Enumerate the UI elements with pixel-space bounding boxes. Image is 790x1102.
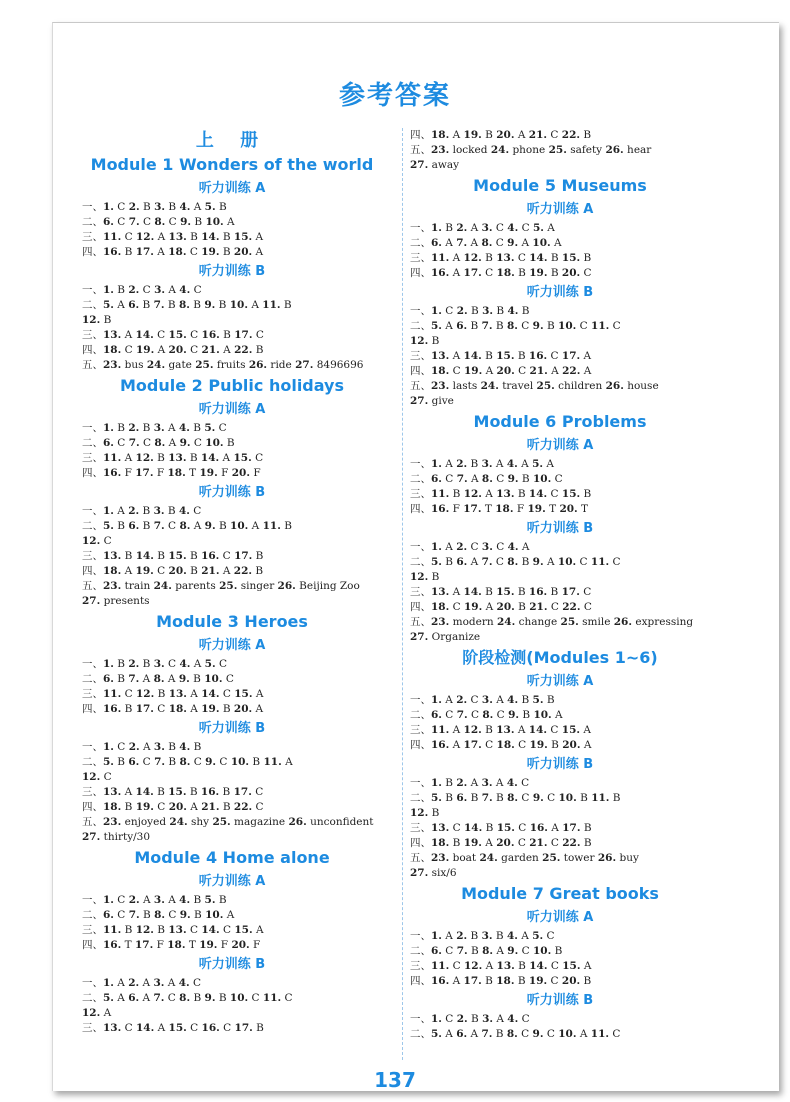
answer-line: 一、1. B 2. C 3. A 4. C — [82, 284, 202, 296]
answer-line: 三、11. A 12. B 13. C 14. B 15. B — [410, 252, 592, 264]
answer-line: 二、5. B 6. B 7. C 8. A 9. B 10. A 11. B — [82, 520, 292, 532]
answer-line: 四、16. A 17. B 18. B 19. C 20. B — [410, 975, 592, 987]
section-heading: 听力训练 A — [198, 874, 266, 889]
answer-line: 四、16. F 17. T 18. F 19. T 20. T — [410, 503, 589, 515]
answer-line: 三、13. C 14. B 15. C 16. A 17. B — [410, 822, 592, 834]
answer-line: 五、23. enjoyed 24. shy 25. magazine 26. unconfident — [82, 816, 374, 828]
section-heading: 听力训练 A — [198, 638, 266, 653]
answer-line: 一、1. A 2. B 3. B 4. A 5. C — [410, 930, 555, 942]
answer-line: 五、23. locked 24. phone 25. safety 26. hear — [410, 144, 652, 156]
answer-line: 二、5. A 6. A 7. B 8. C 9. C 10. A 11. C — [410, 1028, 621, 1040]
section-heading: 听力训练 B — [198, 264, 266, 279]
module-heading: Module 6 Problems — [473, 412, 647, 431]
answer-line: 27. six/6 — [410, 867, 457, 879]
answer-line: 五、23. boat 24. garden 25. tower 26. buy — [410, 852, 639, 864]
answer-line: 一、1. C 2. B 3. A 4. C — [410, 1013, 530, 1025]
section-heading: 听力训练 B — [526, 993, 594, 1008]
answer-line: 三、11. B 12. A 13. B 14. C 15. B — [410, 488, 592, 500]
answer-line: 四、16. B 17. C 18. A 19. B 20. A — [82, 703, 264, 715]
section-heading: 听力训练 B — [198, 721, 266, 736]
answer-line: 一、1. B 2. B 3. C 4. A 5. C — [82, 658, 228, 670]
answer-line: 四、16. B 17. A 18. C 19. B 20. A — [82, 246, 264, 258]
answer-line: 三、13. A 14. B 15. B 16. B 17. C — [410, 586, 592, 598]
answer-line: 三、11. C 12. A 13. B 14. C 15. A — [410, 960, 592, 972]
answer-line: 一、1. B 2. A 3. C 4. C 5. A — [410, 222, 555, 234]
answer-line: 二、6. B 7. A 8. A 9. B 10. C — [82, 673, 234, 685]
answer-line: 五、23. modern 24. change 25. smile 26. expressing — [410, 616, 694, 628]
section-heading: 听力训练 B — [198, 485, 266, 500]
answer-line: 四、18. B 19. C 20. A 21. B 22. C — [82, 801, 264, 813]
answer-line: 二、5. A 6. A 7. C 8. B 9. B 10. C 11. C — [82, 992, 293, 1004]
module-heading: Module 7 Great books — [461, 884, 659, 903]
answer-line: 五、23. lasts 24. travel 25. children 26. house — [410, 380, 659, 392]
answer-line: 二、6. C 7. C 8. A 9. C 10. B — [82, 437, 235, 449]
answer-line: 二、6. C 7. B 8. C 9. B 10. A — [82, 909, 235, 921]
answer-line: 四、18. C 19. A 20. C 21. A 22. B — [82, 344, 264, 356]
answer-line: 一、1. A 2. A 3. A 4. C — [82, 977, 202, 989]
answer-line: 三、11. A 12. B 13. A 14. C 15. A — [410, 724, 591, 736]
answer-line: 四、16. A 17. C 18. B 19. B 20. C — [410, 267, 592, 279]
answer-line: 三、11. A 12. B 13. B 14. A 15. C — [82, 452, 264, 464]
section-heading: 听力训练 A — [198, 181, 266, 196]
section-heading: 听力训练 A — [198, 402, 266, 417]
answer-line: 27. give — [410, 395, 454, 407]
section-heading: 听力训练 B — [526, 521, 594, 536]
answer-line: 二、6. C 7. A 8. C 9. B 10. C — [410, 473, 563, 485]
answer-line: 四、18. C 19. A 20. B 21. C 22. C — [410, 601, 592, 613]
answer-line: 一、1. A 2. B 3. A 4. A 5. A — [410, 458, 554, 470]
answer-line: 二、6. C 7. C 8. C 9. B 10. A — [82, 216, 235, 228]
answer-line: 三、13. A 14. B 15. B 16. C 17. A — [410, 350, 592, 362]
answer-line: 三、11. B 12. B 13. C 14. C 15. A — [82, 924, 264, 936]
answer-line: 二、6. C 7. C 8. C 9. B 10. A — [410, 709, 563, 721]
right-column — [410, 128, 710, 1042]
answer-line: 四、18. C 19. A 20. C 21. A 22. A — [410, 365, 592, 377]
answer-line: 27. away — [410, 159, 460, 171]
answer-line: 五、23. train 24. parents 25. singer 26. Beijing Zoo — [82, 580, 360, 592]
section-heading: 听力训练 A — [526, 674, 594, 689]
answer-line: 12. C — [82, 535, 112, 547]
answer-line: 一、1. B 2. A 3. A 4. C — [410, 777, 530, 789]
answer-line: 12. B — [410, 335, 440, 347]
page-title: 参考答案 — [338, 81, 451, 111]
answer-line: 三、11. C 12. B 13. A 14. C 15. A — [82, 688, 264, 700]
answer-line: 一、1. A 2. B 3. B 4. C — [82, 505, 202, 517]
answer-line: 27. thirty/30 — [82, 831, 151, 843]
section-heading: 听力训练 B — [526, 285, 594, 300]
answer-line: 一、1. C 2. B 3. B 4. A 5. B — [82, 201, 227, 213]
module-heading: Module 1 Wonders of the world — [90, 155, 374, 174]
answer-line: 四、18. A 19. B 20. A 21. C 22. B — [410, 129, 592, 141]
answer-line: 一、1. A 2. C 3. A 4. B 5. B — [410, 694, 555, 706]
volume-title: 上 册 — [195, 130, 269, 151]
column-divider — [402, 128, 403, 1060]
section-heading: 听力训练 A — [526, 438, 594, 453]
answer-line: 一、1. B 2. B 3. A 4. B 5. C — [82, 422, 227, 434]
answer-line: 二、5. B 6. B 7. B 8. C 9. C 10. B 11. B — [410, 792, 621, 804]
page-number: 137 — [374, 1068, 416, 1092]
answer-line: 二、6. C 7. B 8. A 9. C 10. B — [410, 945, 563, 957]
answer-line: 12. B — [410, 571, 440, 583]
answer-line: 三、13. C 14. A 15. C 16. C 17. B — [82, 1022, 264, 1034]
answer-line: 二、5. A 6. B 7. B 8. C 9. B 10. C 11. C — [410, 320, 621, 332]
section-heading: 听力训练 B — [198, 957, 266, 972]
answer-line: 三、13. A 14. B 15. B 16. B 17. C — [82, 786, 264, 798]
answer-line: 四、18. A 19. C 20. B 21. A 22. B — [82, 565, 264, 577]
answer-line: 一、1. C 2. A 3. B 4. B — [82, 741, 202, 753]
answer-line: 五、23. bus 24. gate 25. fruits 26. ride 27. 8496696 — [82, 359, 364, 371]
answer-line: 27. Organize — [410, 631, 481, 643]
answer-line: 三、13. B 14. B 15. B 16. C 17. B — [82, 550, 264, 562]
module-heading: 阶段检测(Modules 1~6) — [462, 648, 658, 667]
answer-line: 二、5. A 6. B 7. B 8. B 9. B 10. A 11. B — [82, 299, 292, 311]
answer-line: 一、1. C 2. A 3. A 4. B 5. B — [82, 894, 227, 906]
answer-line: 12. A — [82, 1007, 112, 1019]
section-heading: 听力训练 A — [526, 910, 594, 925]
section-heading: 听力训练 B — [526, 757, 594, 772]
module-heading: Module 4 Home alone — [134, 848, 330, 867]
answer-line: 四、16. F 17. F 18. T 19. F 20. F — [82, 467, 261, 479]
answer-line: 一、1. A 2. C 3. C 4. A — [410, 541, 530, 553]
answer-line: 二、6. A 7. A 8. C 9. A 10. A — [410, 237, 562, 249]
answer-line: 12. C — [82, 771, 112, 783]
answer-line: 四、18. B 19. A 20. C 21. C 22. B — [410, 837, 592, 849]
section-heading: 听力训练 A — [526, 202, 594, 217]
answer-line: 27. presents — [82, 595, 150, 607]
left-column — [82, 128, 382, 1036]
module-heading: Module 5 Museums — [473, 176, 647, 195]
answer-line: 12. B — [82, 314, 112, 326]
module-heading: Module 3 Heroes — [156, 612, 308, 631]
answer-line: 二、5. B 6. C 7. B 8. C 9. C 10. B 11. A — [82, 756, 293, 768]
answer-line: 二、5. B 6. A 7. C 8. B 9. A 10. C 11. C — [410, 556, 621, 568]
answer-line: 四、16. T 17. F 18. T 19. F 20. F — [82, 939, 261, 951]
module-heading: Module 2 Public holidays — [119, 376, 345, 395]
answer-line: 三、11. C 12. A 13. B 14. B 15. A — [82, 231, 264, 243]
answer-line: 一、1. C 2. B 3. B 4. B — [410, 305, 530, 317]
answer-line: 12. B — [410, 807, 440, 819]
answer-line: 三、13. A 14. C 15. C 16. B 17. C — [82, 329, 264, 341]
answer-line: 四、16. A 17. C 18. C 19. B 20. A — [410, 739, 592, 751]
